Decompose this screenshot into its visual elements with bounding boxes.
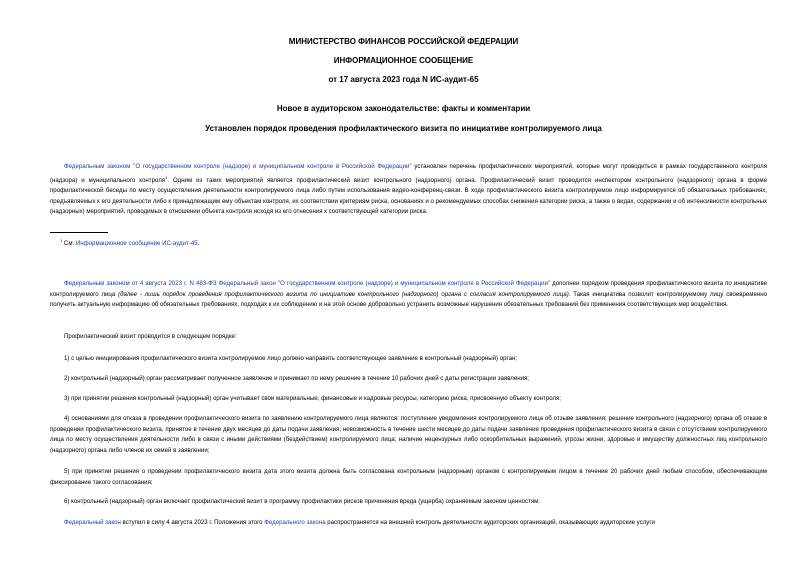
footnote-divider: [50, 232, 108, 233]
paragraph-text: . Одним из таких мероприятий является профилактический визит контрольного (надзорного) органа. Профилактический визит проводится инспектором контрольного (надзорного) органа в форме профилактической беседы по месту осуществления деятельности контролируемого лица либо путем использования видео-конференц-связи. В ходе профилактического визита контролируемое лицо информируется об обязательных требованиях, предъявляемых к его деятельности либо к принадлежащим ему объектам контроля, их соответствии критериям риска, основаниях и о рекомендуемых способах снижения категории риска, а также о видах, содержании и об интенсивности контрольных (надзорных) мероприятий, проводимых в отношении объекта контроля исходя из его отнесения к соответствующей категории риска.: [50, 176, 767, 216]
paragraph-text: вступил в силу 4 августа 2023 г. Положения этого: [120, 519, 265, 526]
footnote-text: См.: [62, 240, 76, 248]
paragraph-intro: [50, 162, 767, 218]
federal-law-link-2[interactable]: Федеральный закон: [64, 519, 121, 526]
paragraph-text: дополнен порядком проведения профилактического визита по инициативе контролируемого лица: [50, 280, 768, 298]
paragraph-italic: (далее - лишь порядок проведения профилактического визита по инициативе контрольного (надзорного) органа с согласия контролируемого лица): [118, 290, 569, 298]
footnote-ref[interactable]: 1: [165, 174, 168, 180]
paragraph-effective-date: [50, 518, 767, 529]
footnote-end: .: [197, 240, 200, 248]
footnote-number: 1: [60, 238, 63, 243]
paragraph-procedure-intro: Профилактический визит проводится в следующем порядке:: [64, 333, 237, 340]
paragraph-text: . Такая инициатива позволит контролируемому лицу своевременно получить актуальную информацию об обязательных требованиях, подходах к их соблюдению и на этой основе добровольно устранить возможные нарушения обязательных требований без применения соответствующих мер воздействия.: [50, 290, 767, 308]
ministry-heading: МИНИСТЕРСТВО ФИНАНСОВ РОССИЙСКОЙ ФЕДЕРАЦИИ: [288, 37, 519, 46]
footnote: [60, 238, 199, 247]
doc-date-heading: от 17 августа 2023 года N ИС-аудит-65: [328, 75, 479, 84]
subtitle-heading: Новое в аудиторском законодательстве: факты и комментарии: [276, 104, 531, 113]
footnote-link[interactable]: Информационное сообщение ИС-аудит-45: [75, 240, 198, 248]
list-item-1: 1) с целью инициирования профилактического визита контролируемое лицо должно направить соответствующее заявление в контрольный (надзорный) орган;: [64, 355, 518, 362]
federal-law-483-link[interactable]: Федеральным законом от 4 августа 2023 г. N 483-ФЗ Федеральный закон "О государственном контроле (надзоре) и муниципальном контроле в Российской Федерации": [64, 280, 551, 287]
federal-law-link-3[interactable]: Федерального закона: [264, 519, 326, 526]
paragraph-amendment: [50, 279, 767, 311]
list-item-2: 2) контрольный (надзорный) орган рассматривает полученное заявление и принимает по нему решение в течение 10 рабочих дней с даты регистрации заявления;: [64, 375, 530, 382]
topic-heading: Установлен порядок проведения профилактического визита по инициативе контролируемого лица: [205, 124, 602, 133]
doc-type-heading: ИНФОРМАЦИОННОЕ СООБЩЕНИЕ: [333, 56, 474, 65]
list-item-3: 3) при принятии решения контрольный (надзорный) орган учитывает свои материальные, финансовые и кадровые ресурсы, категорию риска, присвоенную объекту контроля;: [64, 395, 561, 402]
list-item-4: 4) основаниями для отказа в проведении профилактического визита по заявлению контролируемого лица являются: поступление уведомления контролируемого лица об отзыве заявления; решение контрольного (надзорного) органа об отказе в проведении профилактического визита, принятое в течение двух месяцев до даты подачи заявления; невозможность в течение шести месяцев до даты подачи заявления проведения профилактического визита в связи с отсутствием контролируемого лица по месту осуществления деятельности либо в связи с иными действиями (бездействием) контролируемого лица; наличие нецензурных либо оскорбительных выражений, угрозы жизни, здоровью и имуществу должностных лиц контрольного (надзорного) органа либо членов их семей в заявлении;: [50, 415, 767, 454]
federal-law-link[interactable]: Федеральным законом "О государственном контроле (надзоре) и муниципальном контроле в Российской Федерации": [64, 163, 412, 170]
paragraph-text: распространяется на внешний контроль деятельности аудиторских организаций, оказывающих аудиторские услуги: [325, 519, 655, 526]
list-item-5: 5) при принятии решения о проведении профилактического визита дата этого визита должна быть согласована контрольным (надзорным) органом с контролируемым лицом в течение 20 рабочих дней любым способом, обеспечивающим фиксирование такого согласования;: [50, 468, 767, 486]
list-item-6: 6) контрольный (надзорный) орган включает профилактический визит в программу профилактики рисков причинения вреда (ущерба) охраняемым законом ценностям.: [64, 498, 541, 505]
paragraph-text: установлен перечень профилактических мероприятий, которые могут проводиться в рамках государственного контроля (надзора) и муниципального контроля: [50, 163, 767, 184]
